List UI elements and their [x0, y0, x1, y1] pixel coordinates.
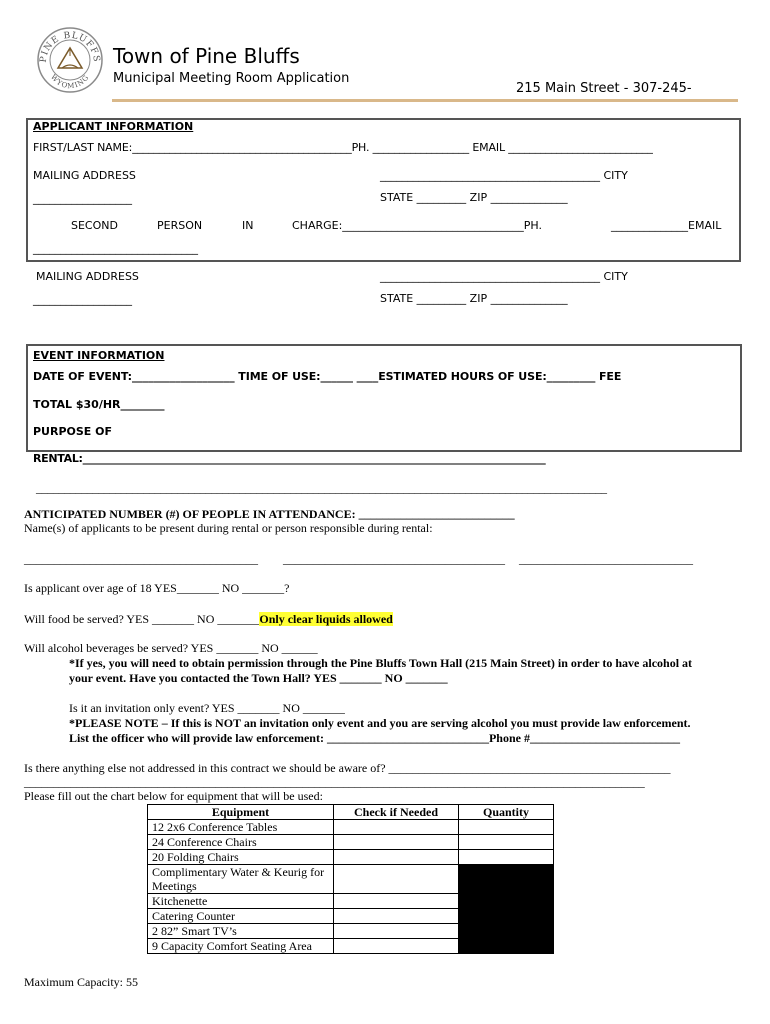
- officer-field[interactable]: List the officer who will provide law enforcement: ___________________________Phone #_________________________: [69, 731, 680, 745]
- check-if-needed-cell[interactable]: [334, 924, 459, 939]
- mailing-address-label: MAILING ADDRESS: [33, 169, 136, 182]
- invitation-question[interactable]: Is it an invitation only event? YES _______ NO _______: [69, 701, 345, 715]
- equipment-item: 20 Folding Chairs: [148, 850, 334, 865]
- mailing-address-field[interactable]: __________________: [33, 192, 132, 205]
- names-label: Name(s) of applicants to be present during rental or person responsible during rental:: [24, 521, 433, 535]
- invitation-note: *PLEASE NOTE – If this is NOT an invitation only event and you are serving alcohol you must provide law enforcement.: [69, 716, 691, 730]
- quantity-cell[interactable]: [459, 850, 554, 865]
- name-phone-email-field[interactable]: FIRST/LAST NAME:_________________________________________PH. __________________ EMAIL ___________________________: [33, 141, 653, 154]
- attendance-field[interactable]: ANTICIPATED NUMBER (#) OF PEOPLE IN ATTENDANCE: __________________________: [24, 507, 515, 521]
- other-concerns-field[interactable]: Is there anything else not addressed in this contract we should be aware of? _______________________________________________: [24, 761, 671, 775]
- page-title: Town of Pine Bluffs: [113, 44, 300, 68]
- equipment-item: Complimentary Water & Keurig for Meetings: [148, 865, 334, 894]
- equipment-table: [147, 804, 554, 954]
- state-zip-field-2[interactable]: STATE _________ ZIP ______________: [380, 292, 568, 305]
- equipment-item: 2 82” Smart TV’s: [148, 924, 334, 939]
- alcohol-question[interactable]: Will alcohol beverages be served? YES _______ NO ______: [24, 641, 318, 655]
- seal-bottom-text: WYOMING: [48, 73, 91, 91]
- table-row: [148, 894, 554, 909]
- table-row: [148, 909, 554, 924]
- applicant-section-box: [26, 118, 741, 262]
- name-field-3[interactable]: _____________________________: [519, 552, 693, 566]
- purpose-label: PURPOSE OF: [33, 425, 113, 438]
- second-person-label-2: PERSON: [157, 219, 203, 232]
- check-if-needed-cell[interactable]: [334, 835, 459, 850]
- check-if-needed-cell[interactable]: [334, 820, 459, 835]
- date-time-hours-field[interactable]: DATE OF EVENT:___________________ TIME OF USE:______ ____ESTIMATED HOURS OF USE:_________ FEE: [33, 370, 622, 383]
- age-question[interactable]: Is applicant over age of 18 YES_______ NO _______?: [24, 581, 290, 595]
- food-question[interactable]: [24, 612, 393, 627]
- other-concerns-line[interactable]: ___________________________________________________________________________________________________________: [24, 775, 645, 789]
- seal-top-text: PINE BLUFFS: [38, 30, 102, 64]
- table-row: [148, 865, 554, 894]
- second-person-email-field[interactable]: ______________EMAIL: [611, 219, 722, 232]
- divider-line: _____________________________________________________________________________________________________: [36, 481, 607, 495]
- quantity-cell[interactable]: [459, 820, 554, 835]
- mailing-address-field-2[interactable]: __________________: [33, 293, 132, 306]
- check-column-header: Check if Needed: [334, 805, 459, 820]
- table-row: [148, 924, 554, 939]
- quantity-cell-blocked: [459, 939, 554, 954]
- quantity-cell-blocked: [459, 924, 554, 939]
- second-person-email-blank[interactable]: ______________________________: [33, 242, 198, 255]
- equipment-item: 12 2x6 Conference Tables: [148, 820, 334, 835]
- maximum-capacity: Maximum Capacity: 55: [24, 975, 138, 989]
- name-field-1[interactable]: _______________________________________: [24, 552, 258, 566]
- check-if-needed-cell[interactable]: [334, 850, 459, 865]
- check-if-needed-cell[interactable]: [334, 939, 459, 954]
- equipment-item: Catering Counter: [148, 909, 334, 924]
- food-note-highlight: Only clear liquids allowed: [259, 612, 393, 626]
- quantity-cell-blocked: [459, 865, 554, 894]
- equipment-column-header: Equipment: [148, 805, 334, 820]
- second-person-name-field[interactable]: CHARGE:_________________________________PH.: [292, 219, 543, 232]
- alcohol-note-2[interactable]: your event. Have you contacted the Town Hall? YES _______ NO _______: [69, 671, 448, 685]
- check-if-needed-cell[interactable]: [334, 894, 459, 909]
- second-person-label-1: SECOND: [71, 219, 118, 232]
- quantity-cell-blocked: [459, 894, 554, 909]
- food-question-text: Will food be served? YES _______ NO _______: [24, 612, 260, 626]
- check-if-needed-cell[interactable]: [334, 865, 459, 894]
- table-row: [148, 820, 554, 835]
- city-field[interactable]: ________________________________________ CITY: [380, 169, 628, 182]
- equipment-item: 24 Conference Chairs: [148, 835, 334, 850]
- chart-instructions: Please fill out the chart below for equipment that will be used:: [24, 789, 323, 803]
- table-row: [148, 939, 554, 954]
- town-seal: [36, 26, 104, 94]
- mailing-address-label-2: MAILING ADDRESS: [36, 270, 139, 283]
- state-zip-field[interactable]: STATE _________ ZIP ______________: [380, 191, 568, 204]
- page-subtitle: Municipal Meeting Room Application: [113, 71, 350, 86]
- applicant-heading: APPLICANT INFORMATION: [33, 120, 194, 133]
- event-heading: EVENT INFORMATION: [33, 349, 165, 362]
- quantity-cell-blocked: [459, 909, 554, 924]
- city-field-2[interactable]: ________________________________________ CITY: [380, 270, 628, 283]
- table-row: [148, 850, 554, 865]
- check-if-needed-cell[interactable]: [334, 909, 459, 924]
- quantity-column-header: Quantity: [459, 805, 554, 820]
- header-address: 215 Main Street - 307-245-: [516, 81, 692, 96]
- second-person-label-3: IN: [242, 219, 254, 232]
- quantity-cell[interactable]: [459, 835, 554, 850]
- header-rule: [112, 99, 738, 102]
- equipment-item: Kitchenette: [148, 894, 334, 909]
- name-field-2[interactable]: _____________________________________: [283, 552, 505, 566]
- alcohol-note-1: *If yes, you will need to obtain permission through the Pine Bluffs Town Hall (215 Main Street) in order to have alcohol at: [69, 656, 693, 670]
- equipment-item: 9 Capacity Comfort Seating Area: [148, 939, 334, 954]
- purpose-rental-field[interactable]: RENTAL:_________________________________________________________________________________________: [33, 452, 546, 465]
- equipment-table-header: [148, 805, 554, 820]
- total-fee-field[interactable]: TOTAL $30/HR________: [33, 398, 165, 411]
- table-row: [148, 835, 554, 850]
